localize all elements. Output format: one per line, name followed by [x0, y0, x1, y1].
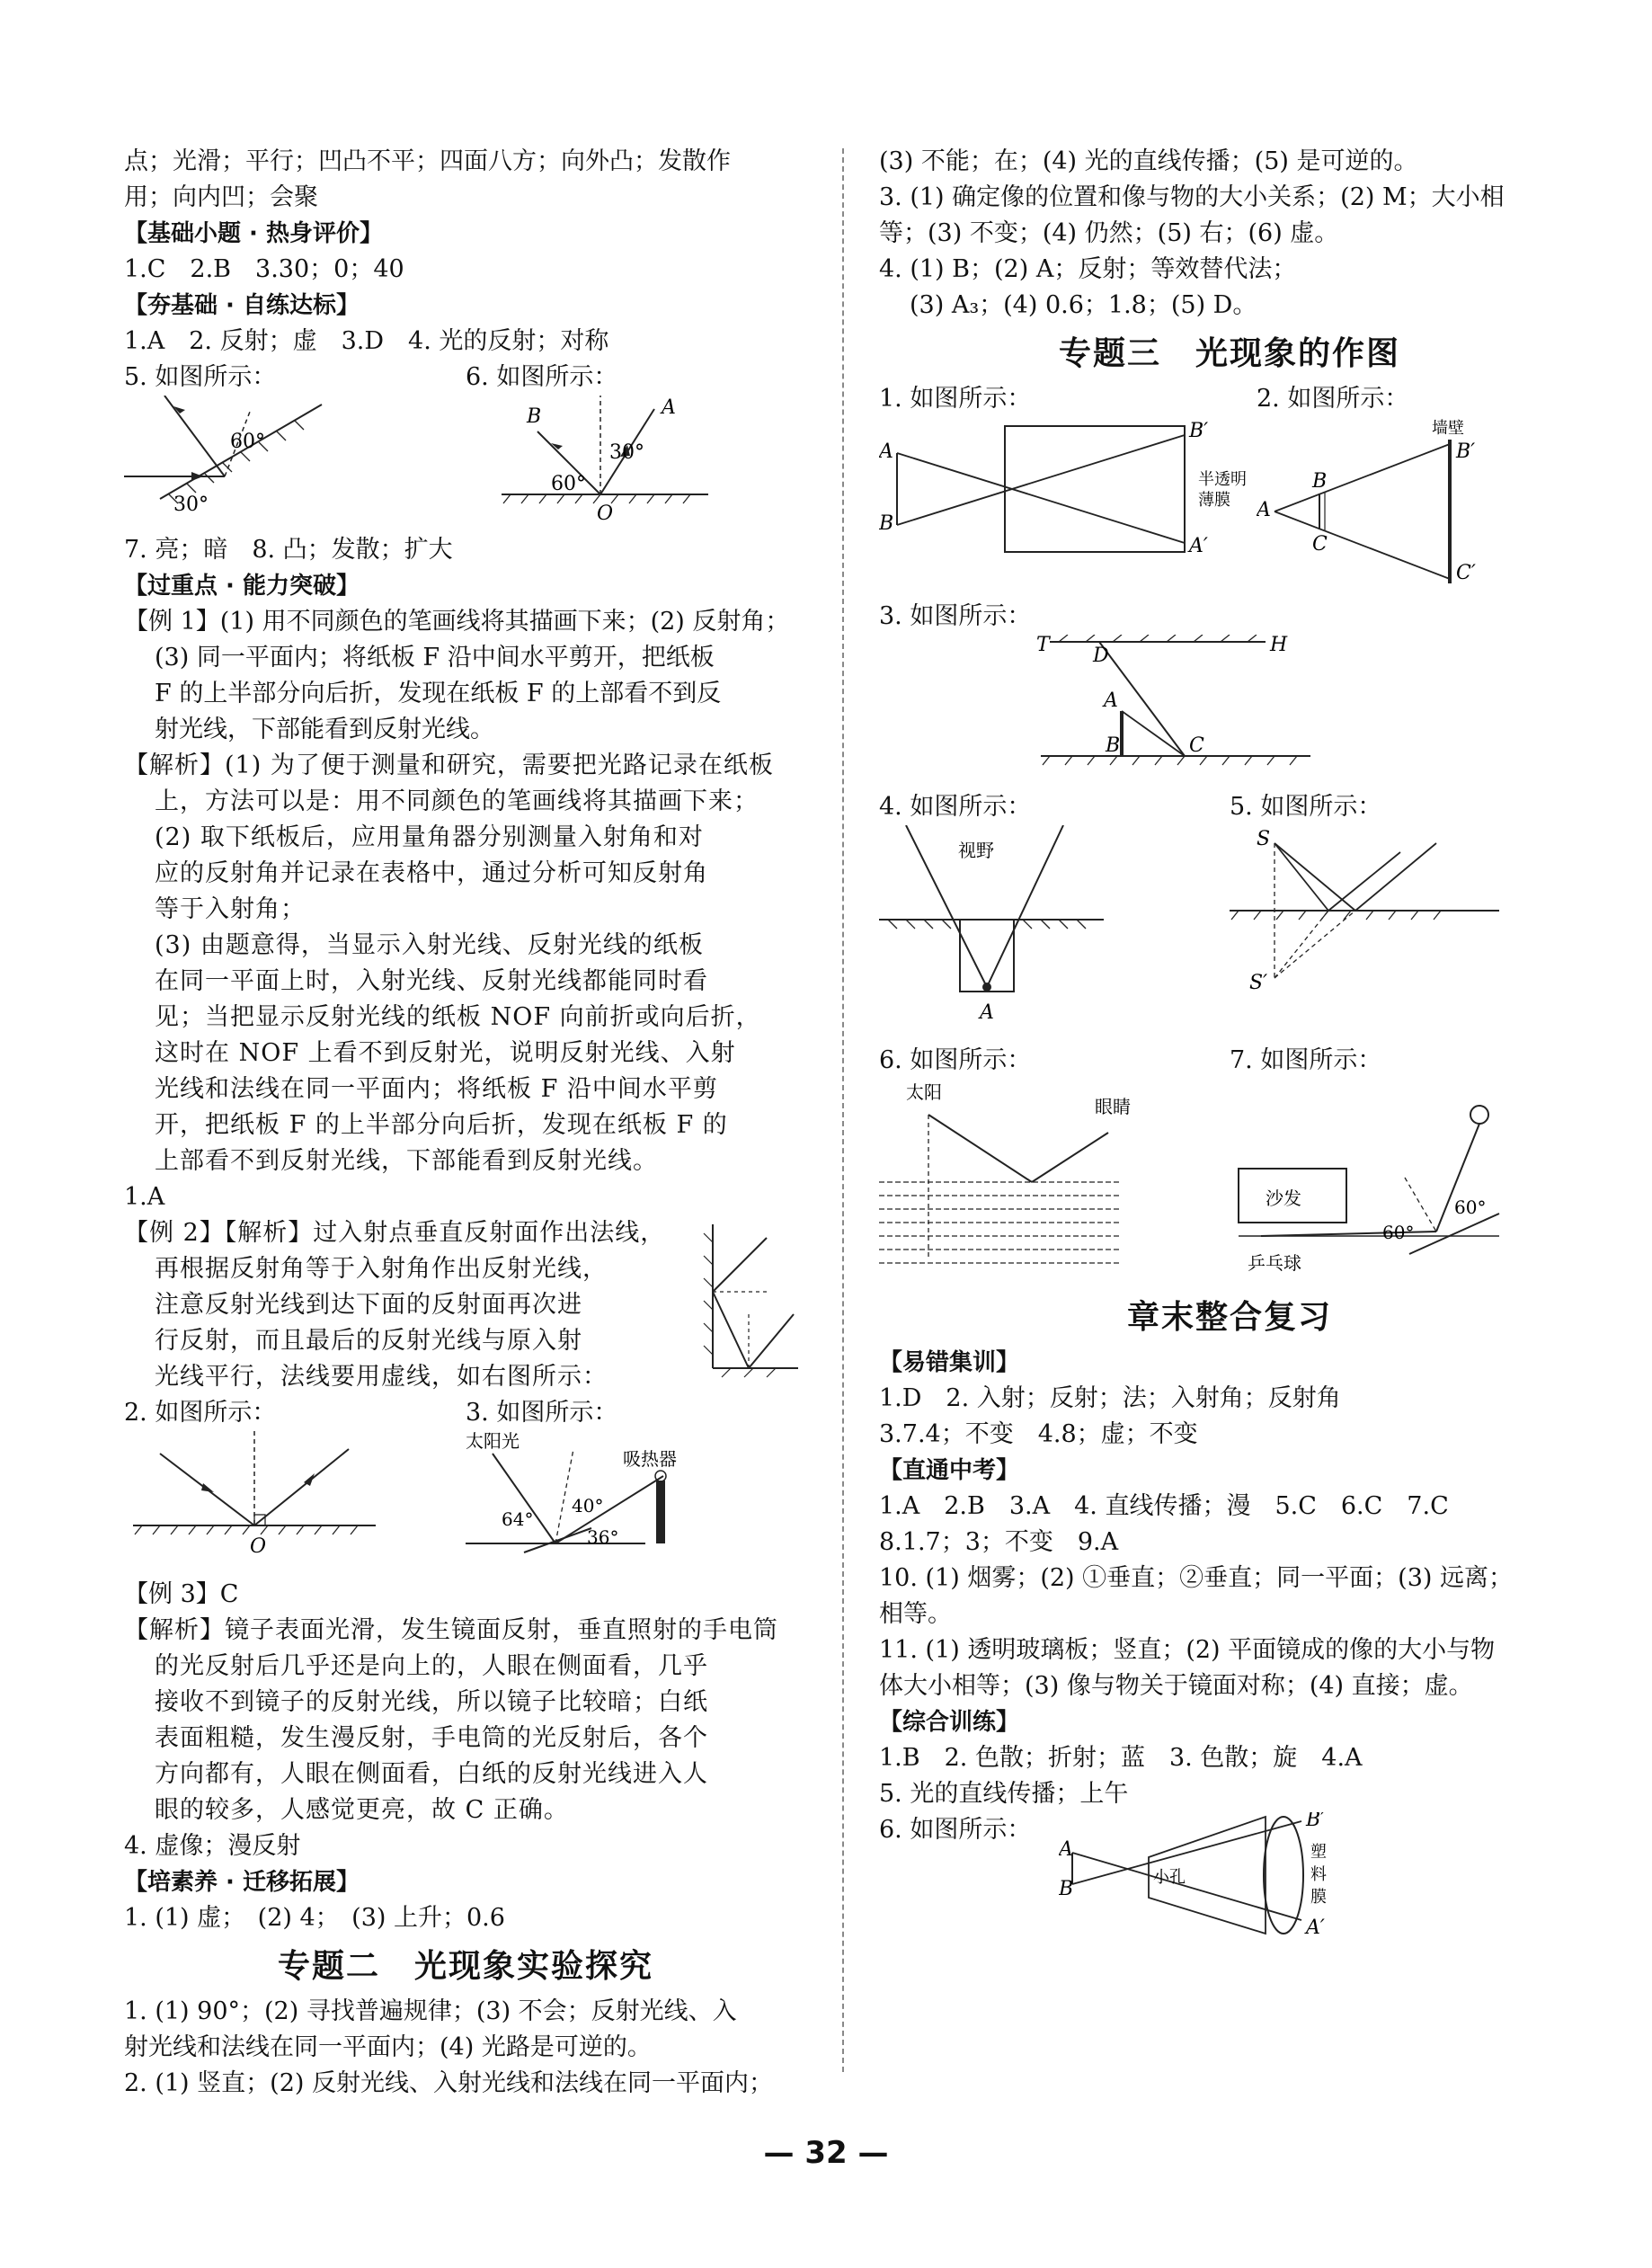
label-text: 墙壁: [1432, 419, 1464, 438]
analysis-line: (3) 由题意得，当显示入射光线、反射光线的纸板: [155, 931, 704, 959]
ray-line: [897, 435, 1185, 525]
answer-line: 1. (1) 虚； (2) 4； (3) 上升；0.6: [124, 1904, 505, 1932]
point-label: B: [879, 512, 894, 535]
box-frame: [1005, 426, 1185, 552]
figure-label: 5. 如图所示：: [1230, 793, 1382, 821]
figure-row: [879, 381, 1580, 599]
label-text: 塑: [1310, 1843, 1327, 1862]
point-label: A: [879, 440, 893, 463]
label-text: 太阳光: [466, 1431, 520, 1452]
figure-row: [879, 1043, 1580, 1287]
intro-line: 用；向内凹；会聚: [124, 183, 318, 211]
water-lines: [879, 1182, 1122, 1263]
analysis-line: 光线平行，法线要用虚线，如右图所示：: [155, 1363, 608, 1391]
label-text: 料: [1310, 1865, 1327, 1884]
figure-label: 5. 如图所示：: [124, 363, 277, 391]
answer-line: 8.1.7；3；不变 9.A: [879, 1528, 1119, 1556]
normal-line: [555, 1449, 573, 1543]
point-label: S: [1257, 828, 1271, 850]
section-heading: 【综合训练】: [879, 1709, 1020, 1736]
answer-line: 1.B 2. 色散；折射；蓝 3. 色散；旋 4.A: [879, 1744, 1363, 1772]
label-text: 眼睛: [1095, 1096, 1131, 1117]
answer-line: 5. 光的直线传播；上午: [879, 1780, 1129, 1808]
answer-line: 射光线和法线在同一平面内；(4) 光路是可逆的。: [124, 2033, 652, 2061]
point-label: A: [1104, 689, 1118, 712]
label-text: 半透明: [1198, 470, 1247, 489]
analysis-line: 注意反射光线到达下面的反射面再次进: [155, 1291, 582, 1319]
point-label: B′: [1189, 420, 1209, 442]
fig6-diagram: [466, 396, 762, 521]
point-label: A: [980, 1001, 994, 1024]
section-heading: 【易错集训】: [879, 1349, 1020, 1376]
incident-ray: [713, 1238, 767, 1292]
analysis-line: 上，方法可以是：用不同颜色的笔画线将其描画下来；: [155, 787, 759, 815]
angle-label: 30°: [173, 494, 209, 516]
figure-label: 6. 如图所示：: [466, 363, 618, 391]
angle-label: 64°: [502, 1508, 534, 1530]
well-box: [960, 920, 1014, 992]
figure-label: 1. 如图所示：: [879, 385, 1032, 413]
lamp-circle: [1470, 1106, 1488, 1124]
analysis-line: 见；当把显示反射光线的纸板 NOF 向前折或向后折，: [155, 1003, 761, 1031]
figure-label: 2. 如图所示：: [124, 1399, 277, 1427]
ray-line: [1275, 511, 1450, 579]
analysis-line: 表面粗糙，发生漫反射，手电筒的光反射后，各个: [155, 1724, 708, 1752]
point-label: O: [250, 1535, 267, 1558]
figure-label: 3. 如图所示：: [879, 602, 1032, 630]
topic-title: 章末整合复习: [1126, 1299, 1332, 1336]
analysis-line: 的光反射后几乎还是向上的，人眼在侧面看，几乎: [155, 1652, 708, 1680]
figure-row: [124, 360, 807, 532]
point-label: B′: [1456, 440, 1476, 463]
point-label: B: [1059, 1878, 1074, 1900]
arrow-head: [201, 1483, 214, 1492]
helper-line: [1275, 911, 1328, 978]
analysis-line: 再根据反射角等于入射角作出反射光线，: [155, 1255, 608, 1283]
angle-label: 60°: [230, 431, 265, 453]
incident-ray: [1275, 843, 1355, 911]
example-2-block: [124, 1215, 807, 1395]
figure-label: 6. 如图所示：: [879, 1816, 1032, 1844]
fig5-diagram: [124, 396, 421, 521]
ray-line: [897, 453, 1185, 543]
point-label: A′: [1189, 535, 1208, 557]
point-label: D: [1093, 645, 1109, 667]
absorber-head: [655, 1471, 666, 1481]
angle-label: 60°: [551, 473, 586, 495]
point-label: C: [1189, 734, 1204, 757]
incident-ray: [493, 1454, 555, 1543]
label-text: 薄膜: [1198, 491, 1230, 510]
reflected-ray: [1032, 1133, 1108, 1182]
angle-label: 30°: [609, 441, 644, 464]
figure-label: 3. 如图所示：: [466, 1399, 618, 1427]
section-heading: 【培素养 · 迁移拓展】: [124, 1869, 360, 1896]
angle-label: 60°: [1382, 1222, 1415, 1243]
f5-diagram: [1230, 825, 1526, 1032]
angle-label: 36°: [587, 1526, 619, 1548]
section-heading: 【夯基础 · 自练达标】: [124, 292, 360, 319]
f2-diagram: [1257, 417, 1553, 588]
topic-title: 专题三 光现象的作图: [1058, 335, 1400, 372]
analysis-line: 应的反射角并记录在表格中，通过分析可知反射角: [155, 859, 708, 887]
analysis-line: 行反射，而且最后的反射光线与原入射: [155, 1327, 582, 1355]
label-text: 小孔: [1153, 1868, 1186, 1887]
reflected-ray: [749, 1314, 794, 1368]
figure-label: 6. 如图所示：: [879, 1046, 1032, 1074]
point-label: A: [1257, 499, 1271, 521]
analysis-line: (2) 取下纸板后，应用量角器分别测量入射角和对: [155, 823, 704, 851]
analysis-line: 开，把纸板 F 的上半部分向后折，发现在纸板 F 的: [155, 1111, 728, 1139]
section-heading: 【直通中考】: [879, 1457, 1020, 1484]
point-label: A′: [1306, 1917, 1325, 1938]
reflected-ray: [1355, 843, 1436, 911]
ray-line: [1072, 1821, 1301, 1884]
ray-line: [1122, 711, 1185, 756]
example-line: (3) 同一平面内；将纸板 F 沿中间水平剪开，把纸板: [155, 644, 715, 672]
point-label: B′: [1306, 1812, 1326, 1831]
example-2-diagram: [699, 1215, 807, 1395]
label-text: 膜: [1310, 1888, 1327, 1907]
column-divider: [842, 148, 844, 2072]
point-label: S′: [1249, 972, 1268, 994]
figure-row: [879, 789, 1580, 1043]
analysis-line: 【例 2】【解析】过入射点垂直反射面作出法线，: [124, 1219, 666, 1247]
figure-label: 7. 如图所示：: [1230, 1046, 1382, 1074]
point-label: T: [1036, 635, 1050, 656]
reflected-ray: [713, 1292, 749, 1368]
f8-diagram: [1059, 1812, 1355, 1938]
angle-label: 60°: [1454, 1196, 1487, 1218]
f1-diagram: [879, 417, 1257, 561]
point-label: B: [1312, 470, 1328, 493]
label-text: 太阳: [906, 1081, 942, 1103]
section-heading: 【过重点 · 能力突破】: [124, 573, 360, 600]
answer-line: 体大小相等；(3) 像与物关于镜面对称；(4) 直接；虚。: [879, 1672, 1473, 1700]
analysis-line: 在同一平面上时，入射光线、反射光线都能同时看: [155, 967, 708, 995]
example-line: F 的上半部分向后折，发现在纸板 F 的上部看不到反: [155, 680, 722, 707]
example-line: 【例 3】C: [124, 1580, 239, 1608]
right-column: [879, 144, 1580, 1949]
mirror-line: [1409, 1214, 1499, 1254]
label-text: 吸热器: [623, 1448, 677, 1470]
section-heading: 【基础小题 · 热身评价】: [124, 220, 383, 247]
analysis-line: 光线和法线在同一平面内；将纸板 F 沿中间水平剪: [155, 1075, 718, 1103]
answer-line: 3. (1) 确定像的位置和像与物的大小关系；(2) M；大小相: [879, 183, 1505, 211]
analysis-line: 等于入射角；: [155, 895, 306, 923]
film-ellipse: [1264, 1817, 1303, 1934]
eye-point: [982, 983, 991, 992]
left-column: [124, 144, 807, 2102]
label-text: 乒乓球: [1248, 1252, 1301, 1274]
label-text: 视野: [958, 840, 994, 861]
example-line: 射光线，下部能看到反射光线。: [155, 716, 494, 743]
figure-label: 2. 如图所示：: [1257, 385, 1409, 413]
answer-line: 1.D 2. 入射；反射；法；入射角；反射角: [879, 1384, 1341, 1412]
answer-line: 4. (1) B；(2) A；反射；等效替代法；: [879, 255, 1297, 283]
f3-diagram: [879, 635, 1580, 778]
answer-line: 11. (1) 透明玻璃板；竖直；(2) 平面镜成的像的大小与物: [879, 1636, 1496, 1664]
example-line: 【例 1】(1) 用不同颜色的笔画线将其描画下来；(2) 反射角；: [124, 608, 790, 636]
analysis-line: 【解析】(1) 为了便于测量和研究，需要把光路记录在纸板: [124, 752, 774, 779]
analysis-line: 【解析】镜子表面光滑，发生镜面反射，垂直照射的手电筒: [124, 1616, 778, 1644]
reflected-ray: [164, 396, 225, 476]
point-label: C′: [1456, 562, 1476, 584]
f6-diagram: [879, 1079, 1176, 1276]
answer-line: 等；(3) 不变；(4) 仍然；(5) 右；(6) 虚。: [879, 219, 1339, 247]
analysis-line: 接收不到镜子的反射光线，所以镜子比较暗；白纸: [155, 1688, 708, 1716]
label-text: 沙发: [1266, 1187, 1301, 1209]
answer-line: 1.C 2.B 3.30；0；40: [124, 255, 404, 283]
answer-line: 4. 虚像；漫反射: [124, 1832, 301, 1860]
answer-line: 1.A 2.B 3.A 4. 直线传播；漫 5.C 6.C 7.C: [879, 1492, 1449, 1520]
point-label: A: [1059, 1838, 1073, 1861]
fig2-diagram: [124, 1431, 412, 1566]
answer-line: 相等。: [879, 1600, 952, 1628]
point-label: A: [662, 396, 676, 419]
answer-line: 2. (1) 竖直；(2) 反射光线、入射光线和法线在同一平面内；: [124, 2069, 773, 2097]
page-number: — 32 —: [763, 2135, 889, 2171]
fig3-diagram: [466, 1431, 762, 1566]
ray-line: [1275, 444, 1450, 511]
incident-ray: [928, 1115, 1032, 1182]
answer-line: 7. 亮；暗 8. 凸；发散；扩大: [124, 536, 453, 564]
figure-label: 4. 如图所示：: [879, 793, 1032, 821]
figure-row: [124, 1395, 807, 1577]
point-label: O: [597, 503, 614, 521]
point-label: H: [1270, 635, 1288, 656]
answer-line: 10. (1) 烟雾；(2) ①垂直；②垂直；同一平面；(3) 远离；: [879, 1564, 1514, 1592]
f4-diagram: [879, 825, 1176, 1032]
reflected-ray: [254, 1449, 349, 1525]
analysis-line: 上部看不到反射光线，下部能看到反射光线。: [155, 1147, 658, 1175]
angle-label: 40°: [572, 1495, 604, 1516]
answer-line: (3) 不能；在；(4) 光的直线传播；(5) 是可逆的。: [879, 147, 1418, 175]
intro-line: 点；光滑；平行；凹凸不平；四面八方；向外凸；发散作: [124, 147, 731, 175]
answer-line: (3) A₃；(4) 0.6；1.8；(5) D。: [910, 291, 1257, 319]
analysis-line: 眼的较多，人感觉更亮，故 C 正确。: [155, 1796, 569, 1824]
absorber-pole: [656, 1481, 665, 1543]
topic-title: 专题二 光现象实验探究: [277, 1948, 653, 1985]
arrow-head: [191, 472, 203, 481]
analysis-line: 这时在 NOF 上看不到反射光，说明反射光线、入射: [155, 1039, 736, 1067]
analysis-line: 方向都有，人眼在侧面看，白纸的反射光线进入人: [155, 1760, 708, 1788]
answer-line: 3.7.4；不变 4.8；虚；不变: [879, 1420, 1198, 1448]
point-label: B: [1106, 734, 1121, 757]
answer-line: 1. (1) 90°；(2) 寻找普遍规律；(3) 不会；反射光线、入: [124, 1997, 737, 2025]
point-label: B: [527, 405, 542, 428]
answer-line: 1.A 2. 反射；虚 3.D 4. 光的反射；对称: [124, 327, 609, 355]
point-label: C: [1312, 533, 1328, 556]
helper-line: [1275, 911, 1355, 978]
f7-diagram: [1230, 1079, 1526, 1276]
incident-ray: [1275, 843, 1328, 911]
figure-row: [879, 1812, 1580, 1949]
answer-line: 1.A: [124, 1183, 165, 1211]
view-line: [987, 825, 1063, 987]
